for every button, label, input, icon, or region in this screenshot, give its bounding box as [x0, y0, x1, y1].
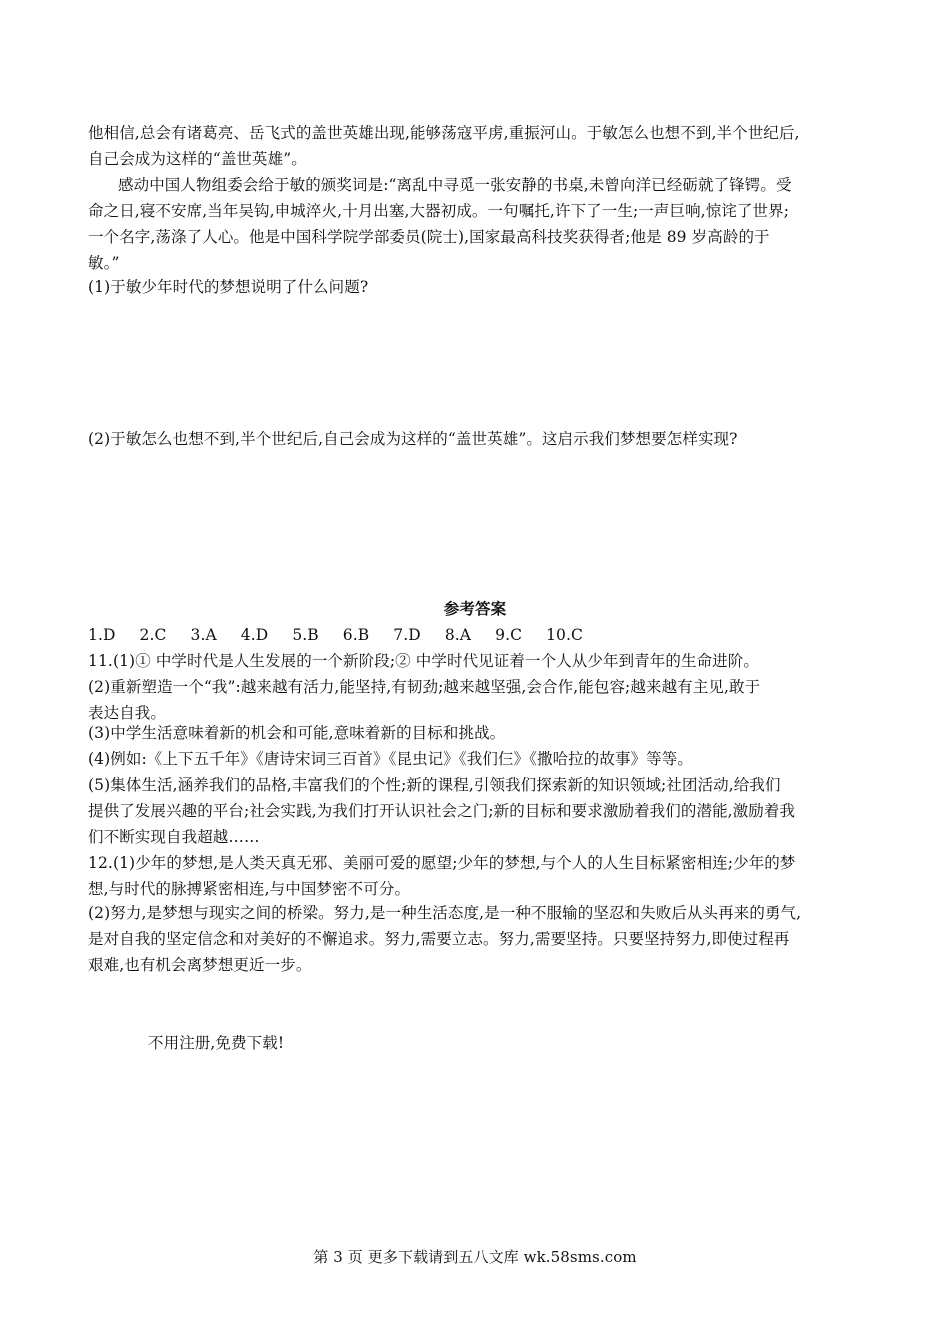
answer-line: 是对自我的坚定信念和对美好的不懈追求。努力,需要立志。努力,需要坚持。只要坚持努力,即使过程再	[88, 930, 790, 948]
passage-line: 他相信,总会有诸葛亮、岳飞式的盖世英雄出现,能够荡寇平虏,重振河山。于敏怎么也想不到,半个世纪后,	[88, 124, 800, 142]
passage-line: 自己会成为这样的“盖世英雄”。	[88, 150, 307, 168]
answer-line: 表达自我。	[88, 704, 167, 722]
answer-line: 艰难,也有机会离梦想更近一步。	[88, 956, 312, 974]
mc-answer: 9.C	[495, 626, 523, 644]
answer-line: 提供了发展兴趣的平台;社会实践,为我们打开认识社会之门;新的目标和要求激励着我们的潜能,激励着我	[88, 802, 796, 820]
promo-text: 不用注册,免费下载!	[148, 1034, 285, 1052]
answer-line: (5)集体生活,涵养我们的品格,丰富我们的个性;新的课程,引领我们探索新的知识领域;社团活动,给我们	[88, 776, 781, 794]
mc-answer: 8.A	[444, 626, 472, 644]
answer-key-title: 参考答案	[443, 599, 507, 618]
passage-line: 命之日,寝不安席,当年吴钩,申城淬火,十月出塞,大器初成。一句嘱托,许下了一生;一声巨响,惊诧了世界;	[88, 202, 790, 220]
passage-line: 感动中国人物组委会给于敏的颁奖词是:“离乱中寻觅一张安静的书桌,未曾向洋已经砺就了锋锷。受	[118, 176, 792, 194]
answer-line: 想,与时代的脉搏紧密相连,与中国梦密不可分。	[88, 880, 411, 898]
multiple-choice-answers	[88, 622, 868, 648]
mc-answer: 7.D	[393, 626, 421, 644]
question-1: (1)于敏少年时代的梦想说明了什么问题?	[88, 278, 369, 296]
answer-line: (4)例如:《上下五千年》《唐诗宋词三百首》《昆虫记》《我们仨》《撒哈拉的故事》等等。	[88, 750, 693, 768]
mc-answer: 5.B	[292, 626, 319, 644]
answer-line: (2)重新塑造一个“我”:越来越有活力,能坚持,有韧劲;越来越坚强,会合作,能包容;越来越有主见,敢于	[88, 678, 761, 696]
passage-line: 一个名字,荡涤了人心。他是中国科学院学部委员(院士),国家最高科技奖获得者;他是 89 岁高龄的于	[88, 228, 770, 246]
mc-answer: 10.C	[546, 626, 583, 644]
page-footer: 第 3 页 更多下载请到五八文库 wk.58sms.com	[313, 1248, 637, 1266]
answer-line: 11.(1)① 中学时代是人生发展的一个新阶段;② 中学时代见证着一个人从少年到青年的生命进阶。	[88, 652, 759, 670]
mc-answer: 3.A	[190, 626, 217, 644]
passage-line: 敏。”	[88, 254, 120, 272]
answer-line: (2)努力,是梦想与现实之间的桥梁。努力,是一种生活态度,是一种不服输的坚忍和失败后从头再来的勇气,	[88, 904, 802, 922]
question-2: (2)于敏怎么也想不到,半个世纪后,自己会成为这样的“盖世英雄”。这启示我们梦想要怎样实现?	[88, 430, 738, 448]
mc-answer: 2.C	[139, 626, 167, 644]
mc-answer: 6.B	[342, 626, 370, 644]
mc-answer: 1.D	[88, 626, 116, 644]
answer-line: (3)中学生活意味着新的机会和可能,意味着新的目标和挑战。	[88, 724, 506, 742]
answer-line: 12.(1)少年的梦想,是人类天真无邪、美丽可爱的愿望;少年的梦想,与个人的人生目标紧密相连;少年的梦	[88, 854, 796, 872]
answer-line: 们不断实现自我超越……	[88, 828, 260, 846]
mc-answer: 4.D	[240, 626, 269, 644]
